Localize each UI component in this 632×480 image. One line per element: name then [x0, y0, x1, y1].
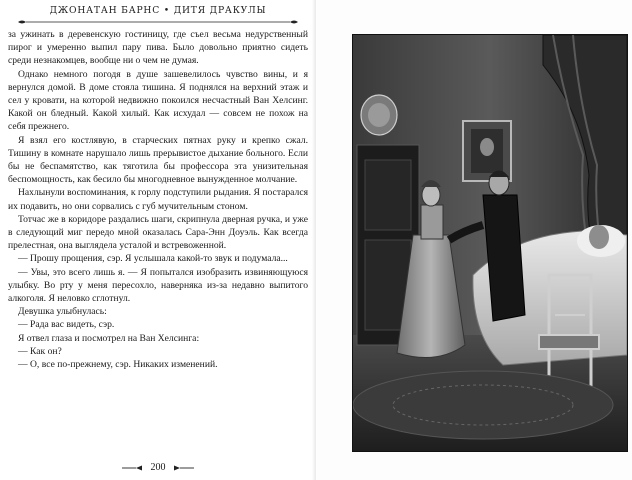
paragraph: Я взял его костлявую, в старческих пятнах руку и крепко сжал. Тишину в комнате нарушало лишь прерывистое дыхание больного. Если бы не беспамятство, как тяготила бы профессора эта унизительная беспомощность, как бесило бы многодневное вынужденное молчание.	[8, 134, 308, 186]
page-footer	[8, 462, 308, 476]
page-number: 200	[150, 462, 166, 473]
paragraph: за ужинать в деревенскую гостиницу, где съел весьма недурственный пирог и умеренно выпил пару пива. Было довольно приятно сидеть среди незнакомцев, вообще ни о чем не думая.	[8, 29, 308, 67]
dialogue-line: — Как он?	[18, 345, 62, 357]
paragraph: Нахлынули воспоминания, к горлу подступили рыдания. Я постарался их подавить, но они сорвались с губ мучительным стоном.	[8, 187, 308, 212]
paragraph: Тотчас же в коридоре раздались шаги, скрипнула дверная ручка, и уже в следующий миг передо мной оказалась Сара-Энн Доуэль. Как всегда прелестная, она выглядела усталой и встревоженной.	[8, 213, 308, 252]
paragraph: Я отвел глаза и посмотрел на Ван Хелсинга:	[18, 332, 200, 344]
illustration	[352, 34, 628, 452]
floor-rug	[353, 371, 613, 439]
body-text	[8, 28, 308, 371]
woman-head	[422, 184, 440, 206]
paragraph: Однако немного погодя в душе зашевелилось чувство вины, и я вернулся домой. В доме стояла тишина. Я поднялся на верхний этаж и сел у кровати, на которой недвижно покоился несчастный Ван Хелсинг. Какой он бледный. Какой хилый. Как исхудал — совсем не похож на себя прежнего.	[8, 68, 308, 133]
dialogue-line: — Прошу прощения, сэр. Я услышала какой-то звук и подумала...	[18, 253, 288, 265]
patient-head	[589, 225, 609, 249]
dialogue-line: — Рада вас видеть, сэр.	[18, 319, 115, 331]
right-page	[316, 0, 632, 480]
dialogue-line: — О, все по-прежнему, сэр. Никаких изменений.	[18, 359, 218, 371]
running-header	[8, 3, 308, 25]
header-ornament-rule	[16, 19, 300, 25]
paragraph: Девушка улыбнулась:	[18, 306, 107, 318]
footer-ornament-right	[172, 465, 194, 471]
running-head-text: ДЖОНАТАН БАРНС • ДИТЯ ДРАКУЛЫ	[49, 5, 267, 16]
dialogue-line: — Увы, это всего лишь я. — Я попытался изобразить извиняющуюся улыбку. Во рту у меня пересохло, наверняка из-за недавно выпитого алкоголя. Я неловко сглотнул.	[8, 266, 308, 305]
footer-ornament-left	[122, 465, 144, 471]
